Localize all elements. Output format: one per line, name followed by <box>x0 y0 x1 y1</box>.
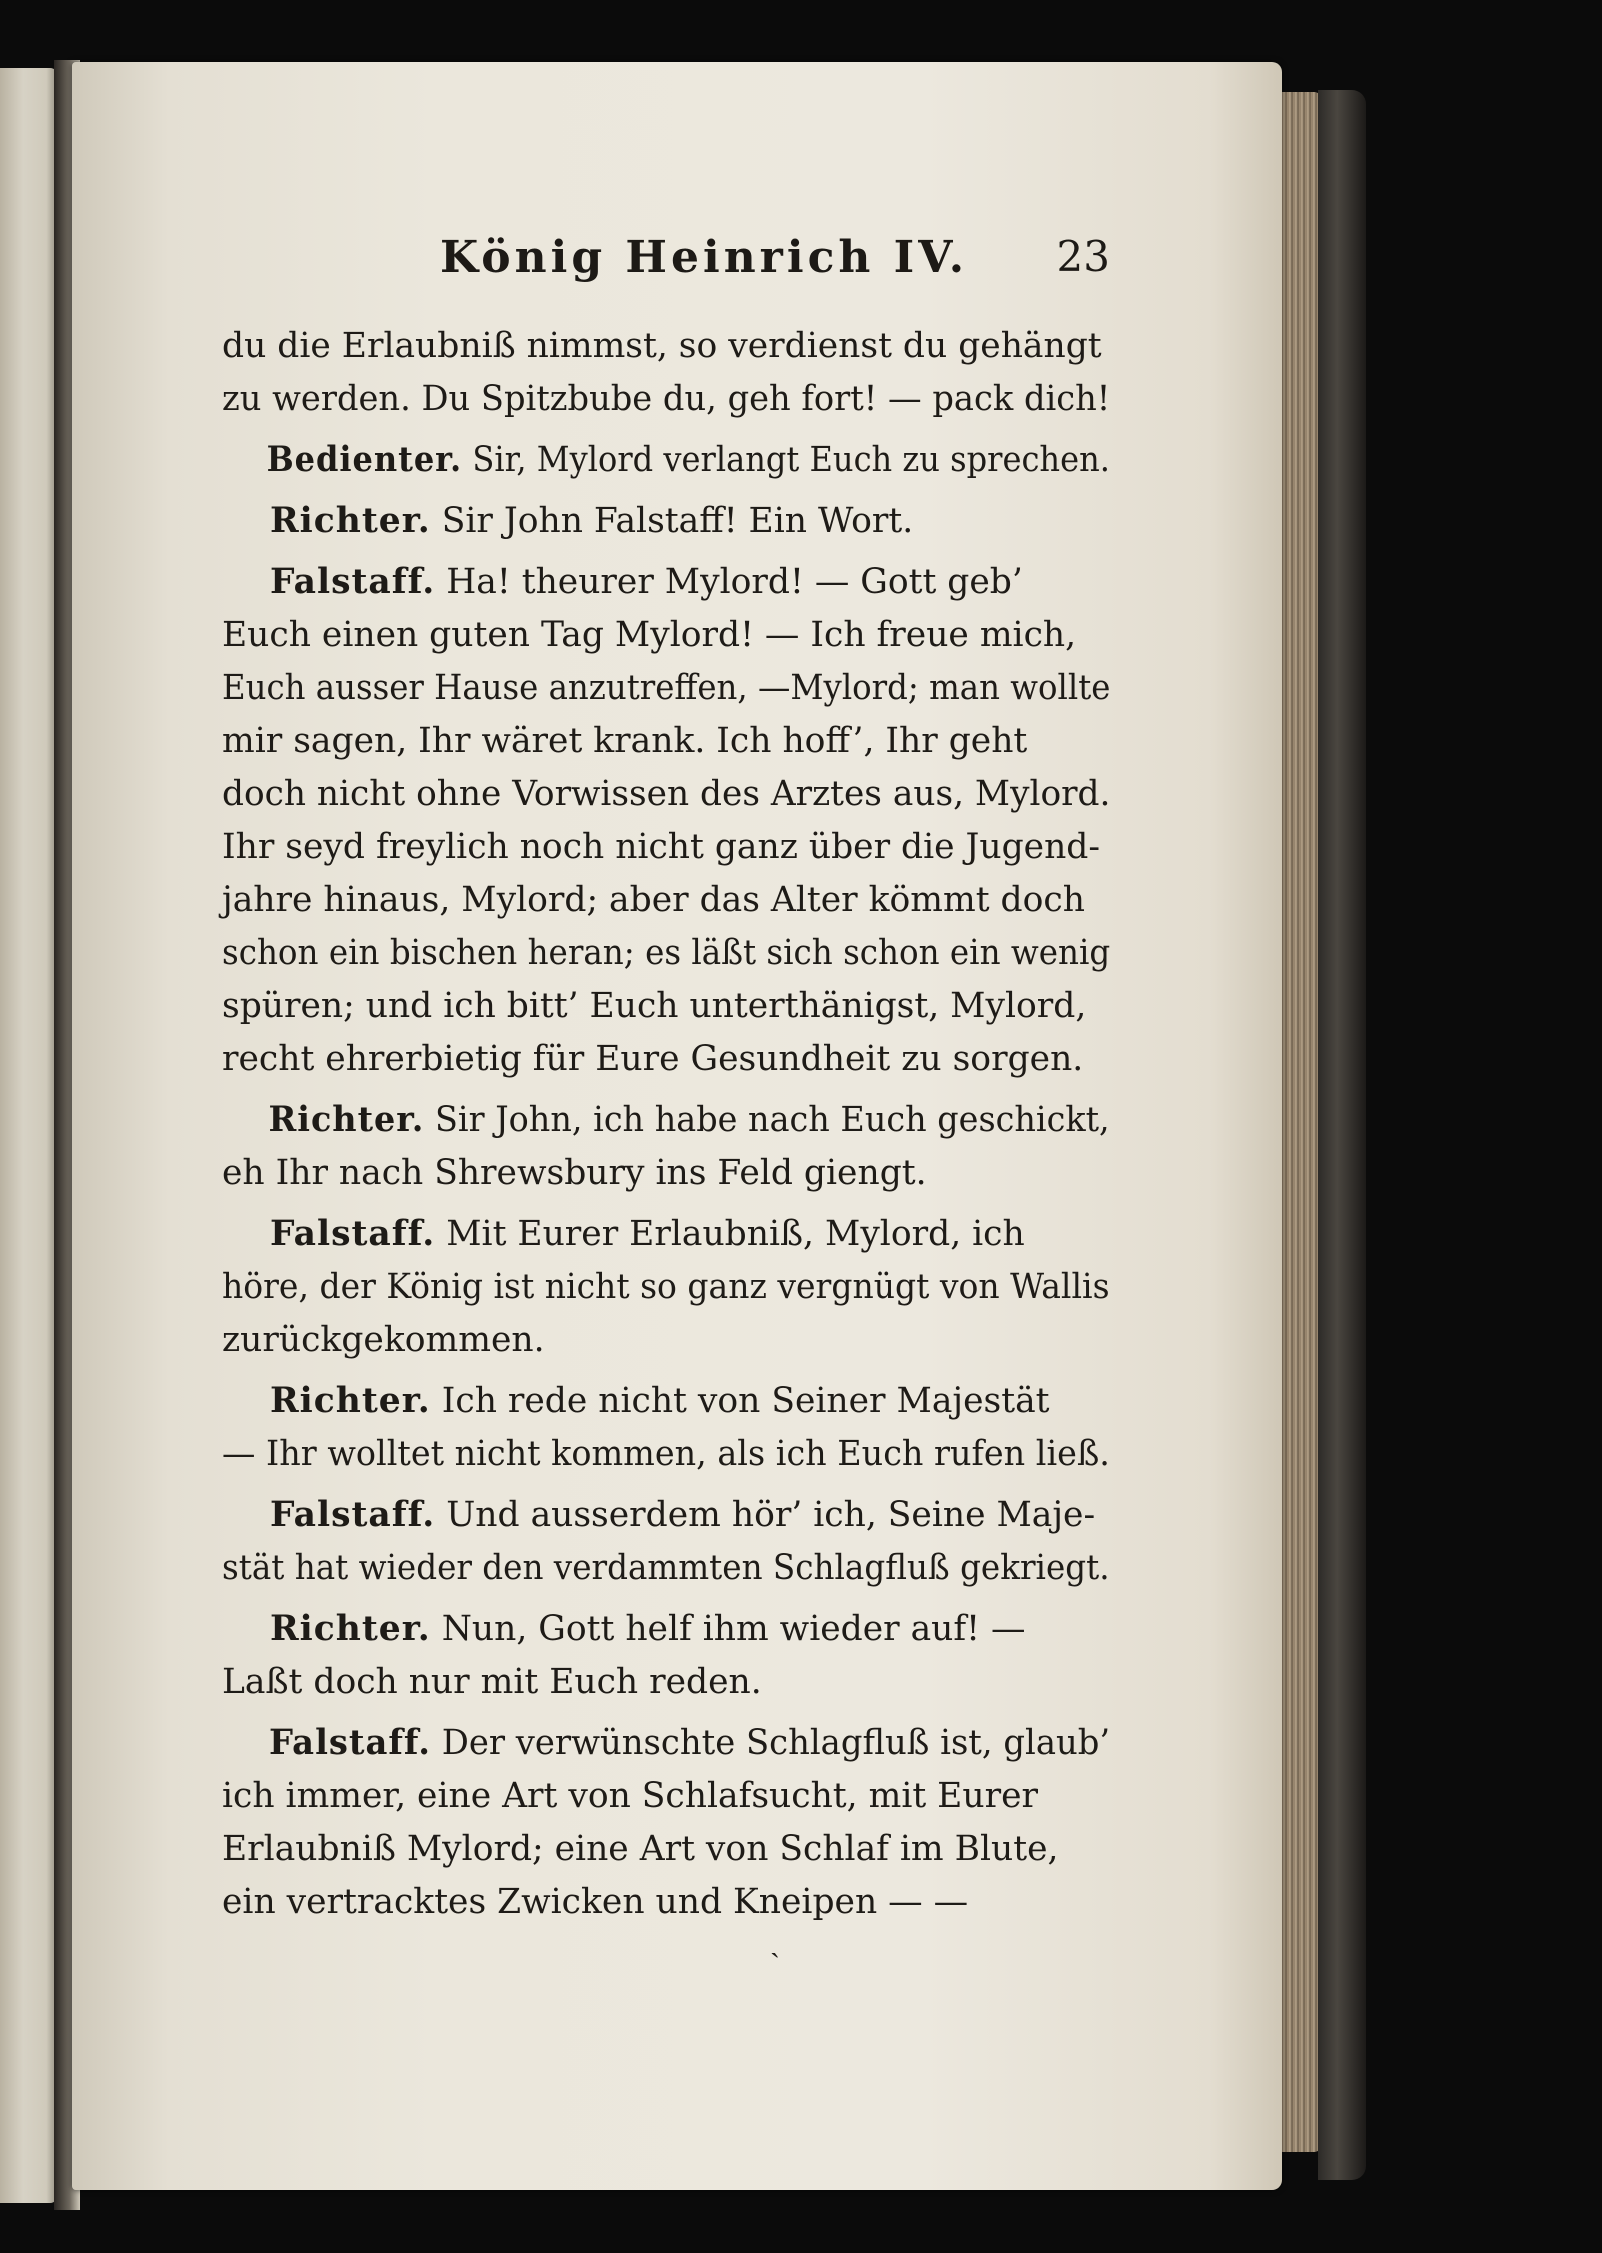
speaker-name: Falstaff. <box>269 1723 432 1763</box>
line-text: Euch einen guten Tag Mylord! — Ich freue mich, <box>222 615 1077 655</box>
text-line <box>222 1542 1110 1595</box>
text-line <box>222 1314 1110 1367</box>
line-text: Der verwünschte Schlagfluß ist, glaub’ <box>431 1723 1111 1763</box>
speaker-name: Richter. <box>270 501 431 541</box>
line-text: Euch ausser Hause anzutreffen, —Mylord; man wollte <box>222 668 1111 708</box>
text-line <box>222 556 1110 609</box>
line-text: Mit Eurer Erlaubniß, Mylord, ich <box>435 1214 1025 1254</box>
text-line <box>222 1823 1110 1876</box>
speaker-name: Richter. <box>268 1100 425 1140</box>
text-line <box>222 1656 1110 1709</box>
line-text: eh Ihr nach Shrewsbury ins Feld giengt. <box>222 1153 927 1193</box>
speaker-name: Falstaff. <box>270 1495 436 1535</box>
line-text: mir sagen, Ihr wäret krank. Ich hoff’, Ihr geht <box>222 721 1028 761</box>
text-line <box>222 495 1110 548</box>
text-line <box>222 1489 1110 1542</box>
page-header <box>230 232 1110 292</box>
line-text: Ich rede nicht von Seiner Majestät <box>430 1381 1050 1421</box>
line-text: Ha! theurer Mylord! — Gott geb’ <box>435 562 1023 602</box>
line-text: Erlaubniß Mylord; eine Art von Schlaf im Blute, <box>222 1829 1059 1869</box>
line-text: Sir John Falstaff! Ein Wort. <box>430 501 914 541</box>
text-line <box>222 1603 1110 1656</box>
page-block-edges <box>1282 92 1322 2152</box>
speaker-name: Falstaff. <box>270 562 436 602</box>
speaker-name: Bedienter. <box>266 440 463 480</box>
text-line <box>222 1770 1110 1823</box>
page-text <box>222 320 1110 1929</box>
text-line <box>222 1261 1110 1314</box>
text-line <box>222 715 1110 768</box>
line-text: ein vertracktes Zwicken und Kneipen — — <box>222 1882 969 1922</box>
line-text: schon ein bischen heran; es läßt sich schon ein wenig <box>222 933 1111 973</box>
text-line <box>222 821 1110 874</box>
left-page-edge <box>0 68 58 2203</box>
text-line <box>222 874 1110 927</box>
line-text: Ihr seyd freylich noch nicht ganz über die Jugend- <box>222 827 1101 867</box>
text-line <box>222 1094 1110 1147</box>
text-line <box>222 980 1110 1033</box>
text-line <box>222 1208 1110 1261</box>
text-line <box>222 1375 1110 1428</box>
speaker-name: Richter. <box>270 1381 431 1421</box>
text-line <box>222 768 1111 821</box>
text-line <box>222 1876 1110 1929</box>
line-text: Laßt doch nur mit Euch reden. <box>222 1662 762 1702</box>
line-text: Sir John, ich habe nach Euch geschickt, <box>424 1100 1110 1140</box>
text-line <box>222 1147 1110 1200</box>
running-title: König Heinrich IV. <box>440 232 969 283</box>
text-line <box>222 373 1111 426</box>
text-line <box>222 1428 1110 1481</box>
text-line <box>222 609 1110 662</box>
line-text: stät hat wieder den verdammten Schlagfluß gekriegt. <box>222 1548 1110 1588</box>
line-text: Sir, Mylord verlangt Euch zu sprechen. <box>462 440 1110 480</box>
speaker-name: Falstaff. <box>270 1214 436 1254</box>
line-text: zu werden. Du Spitzbube du, geh fort! — pack dich! <box>222 379 1111 419</box>
page-number: 23 <box>1056 232 1110 281</box>
text-line <box>222 1033 1110 1086</box>
line-text: — Ihr wolltet nicht kommen, als ich Euch rufen ließ. <box>222 1434 1110 1474</box>
line-text: recht ehrerbietig für Eure Gesundheit zu sorgen. <box>222 1039 1084 1079</box>
line-text: spüren; und ich bitt’ Euch unterthänigst, Mylord, <box>222 986 1087 1026</box>
text-line <box>222 662 1111 715</box>
text-line <box>222 434 1110 487</box>
line-text: doch nicht ohne Vorwissen des Arztes aus, Mylord. <box>222 774 1111 814</box>
catch-mark: ˎ <box>770 1924 780 1959</box>
line-text: Nun, Gott helf ihm wieder auf! — <box>430 1609 1026 1649</box>
text-line <box>222 320 1110 373</box>
line-text: Und ausserdem hör’ ich, Seine Maje- <box>435 1495 1096 1535</box>
line-text: ich immer, eine Art von Schlafsucht, mit Eurer <box>222 1776 1038 1816</box>
line-text: höre, der König ist nicht so ganz vergnügt von Wallis <box>222 1267 1110 1307</box>
text-line <box>222 927 1111 980</box>
speaker-name: Richter. <box>270 1609 431 1649</box>
line-text: zurückgekommen. <box>222 1320 545 1360</box>
book-cover-board <box>1318 90 1366 2180</box>
line-text: jahre hinaus, Mylord; aber das Alter kömmt doch <box>222 880 1085 920</box>
line-text: du die Erlaubniß nimmst, so verdienst du gehängt <box>222 326 1102 366</box>
text-line <box>222 1717 1111 1770</box>
